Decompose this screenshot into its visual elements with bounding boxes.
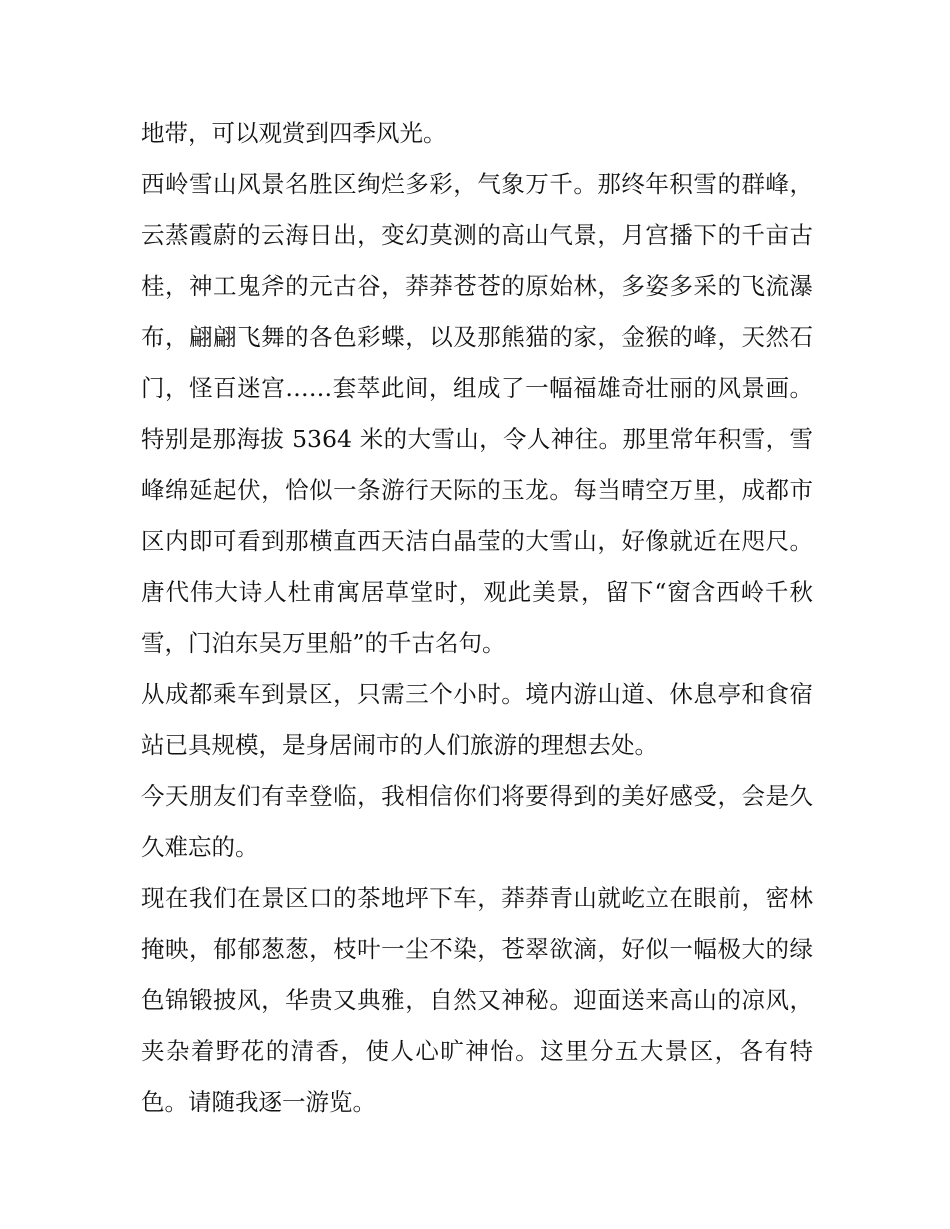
paragraph-2: 西岭雪山风景名胜区绚烂多彩，气象万千。那终年积雪的群峰，云蒸霞蔚的云海日出，变幻莫测的高山气景，月宫播下的千亩古桂，神工鬼斧的元古谷，莽莽苍苍的原始林，多姿多采的飞流瀑布，翩翩飞舞的各色彩蝶，以及那熊猫的家，金猴的峰，天然石门，怪百迷宫……套萃此间，组成了一幅福雄奇壮丽的风景画。特别是那海拔 5364 米的大雪山，令人神往。那里常年积雪，雪峰绵延起伏，恰似一条游行天际的玉龙。每当晴空万里，成都市区内即可看到那横直西天洁白晶莹的大雪山，好像就近在咫尺。唐代伟大诗人杜甫寓居草堂时，观此美景，留下“窗含西岭千秋雪，门泊东吴万里船”的千古名句。 xyxy=(141,170,813,657)
paragraph-4: 今天朋友们有幸登临，我相信你们将要得到的美好感受，会是久久难忘的。 xyxy=(141,782,813,861)
paragraph-5: 现在我们在景区口的茶地坪下车，莽莽青山就屹立在眼前，密林掩映，郁郁葱葱，枝叶一尘不染，苍翠欲滴，好似一幅极大的绿色锦锻披风，华贵又典雅，自然又神秘。迎面送来高山的凉风，夹杂着野花的清香，使人心旷神怡。这里分五大景区，各有特色。请随我逐一游览。 xyxy=(141,884,813,1116)
paragraph-3: 从成都乘车到景区，只需三个小时。境内游山道、休息亭和食宿站已具规模，是身居闹市的人们旅游的理想去处。 xyxy=(141,680,813,759)
paragraph-1: 地带，可以观赏到四季风光。 xyxy=(141,119,447,147)
document-body xyxy=(141,108,813,1128)
